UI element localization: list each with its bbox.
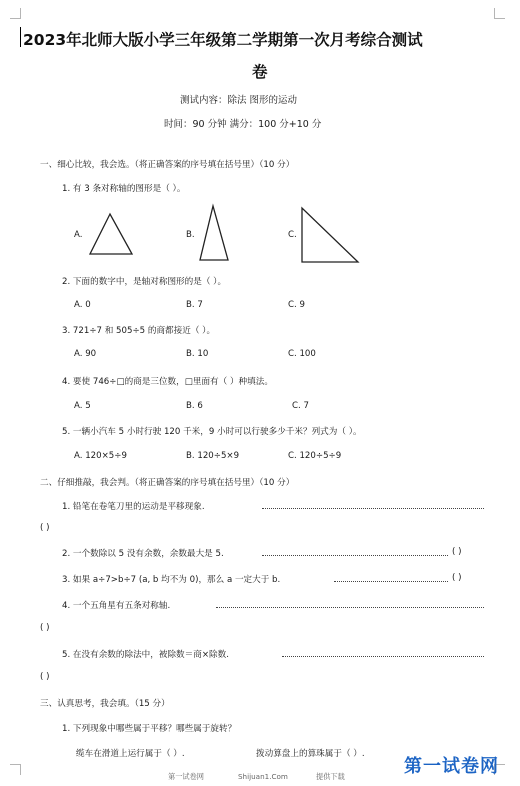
s1-q1-text: 1. 有 3 条对称轴的图形是（ ）。 — [62, 184, 186, 194]
s1-q3-option-c: C. 100 — [288, 349, 316, 359]
section1-heading: 一、细心比较，我会选。（将正确答案的序号填在括号里）（10 分） — [40, 160, 295, 170]
corner-mark-top-right — [494, 8, 505, 19]
s1-q5-option-b: B. 120÷5×9 — [186, 451, 240, 461]
s1-q2-option-a: A. 0 — [74, 300, 91, 310]
s1-q2-option-c: C. 9 — [288, 300, 305, 310]
s2-q4-dot-leader — [216, 607, 484, 608]
s2-q3-answer-paren: ( ) — [452, 573, 462, 583]
equilateral-triangle-shape — [88, 212, 138, 256]
s2-q2-text: 2. 一个数除以 5 没有余数，余数最大是 5. — [62, 549, 224, 559]
isosceles-triangle-shape — [197, 204, 233, 264]
s2-q1-dot-leader — [262, 508, 484, 509]
s2-q5-answer-paren: ( ) — [40, 672, 50, 682]
time-score: 时间：90 分钟 满分：100 分+10 分 — [164, 119, 322, 130]
s1-q4-option-b: B. 6 — [186, 401, 203, 411]
s2-q5-dot-leader — [282, 656, 484, 657]
corner-mark-top-left — [10, 8, 21, 19]
page-title-line1: 2023年北师大版小学三年级第二学期第一次月考综合测试 — [23, 31, 423, 49]
s1-q1-option-b: B. — [186, 230, 195, 240]
s3-q1-line-a: 缆车在滑道上运行属于（ ）. — [76, 749, 185, 759]
s1-q4-option-a: A. 5 — [74, 401, 91, 411]
s1-q5-option-a: A. 120×5÷9 — [74, 451, 127, 461]
s2-q3-dot-leader — [334, 581, 448, 582]
s1-q2-text: 2. 下面的数字中，是轴对称图形的是（ ）。 — [62, 277, 227, 287]
s1-q4-text: 4. 要使 746÷□的商是三位数，□里面有（ ）种填法。 — [62, 377, 273, 387]
footer-right: 提供下载 — [316, 772, 345, 781]
s2-q3-text: 3. 如果 a÷7>b÷7 (a, b 均不为 0)，那么 a 一定大于 b. — [62, 575, 281, 585]
test-content: 测试内容：除法 图形的运动 — [180, 95, 298, 106]
watermark-brand: 第一试卷网 — [404, 756, 499, 777]
page-title-line2: 卷 — [252, 63, 268, 81]
s1-q1-option-a: A. — [74, 230, 83, 240]
corner-mark-bottom-left — [10, 764, 21, 775]
footer-mid: Shijuan1.Com — [238, 772, 288, 781]
s1-q5-option-c: C. 120÷5÷9 — [288, 451, 342, 461]
s1-q4-option-c: C. 7 — [292, 401, 309, 411]
right-triangle-shape — [300, 206, 362, 266]
text-cursor — [20, 27, 21, 47]
s1-q3-option-a: A. 90 — [74, 349, 97, 359]
s1-q2-option-b: B. 7 — [186, 300, 203, 310]
s1-q3-text: 3. 721÷7 和 505÷5 的商都接近（ ）。 — [62, 326, 216, 336]
s3-q1-line-b: 拨动算盘上的算珠属于（ ）. — [256, 749, 365, 759]
s2-q5-text: 5. 在没有余数的除法中，被除数＝商×除数. — [62, 650, 229, 660]
s2-q2-answer-paren: ( ) — [452, 547, 462, 557]
s2-q2-dot-leader — [262, 555, 448, 556]
s2-q4-text: 4. 一个五角星有五条对称轴. — [62, 601, 171, 611]
s3-q1-text: 1. 下列现象中哪些属于平移？哪些属于旋转？ — [62, 724, 237, 734]
s1-q3-option-b: B. 10 — [186, 349, 209, 359]
footer-left: 第一试卷网 — [168, 772, 204, 781]
section2-heading: 二、仔细推敲，我会判。（将正确答案的序号填在括号里）（10 分） — [40, 478, 295, 488]
s2-q4-answer-paren: ( ) — [40, 623, 50, 633]
s2-q1-answer-paren: ( ) — [40, 523, 50, 533]
section3-heading: 三、认真思考，我会填。（15 分） — [40, 699, 170, 709]
s1-q5-text: 5. 一辆小汽车 5 小时行驶 120 千米，9 小时可以行驶多少千米？列式为（ ）。 — [62, 427, 362, 437]
s1-q1-option-c: C. — [288, 230, 297, 240]
s2-q1-text: 1. 铅笔在卷笔刀里的运动是平移现象. — [62, 502, 205, 512]
